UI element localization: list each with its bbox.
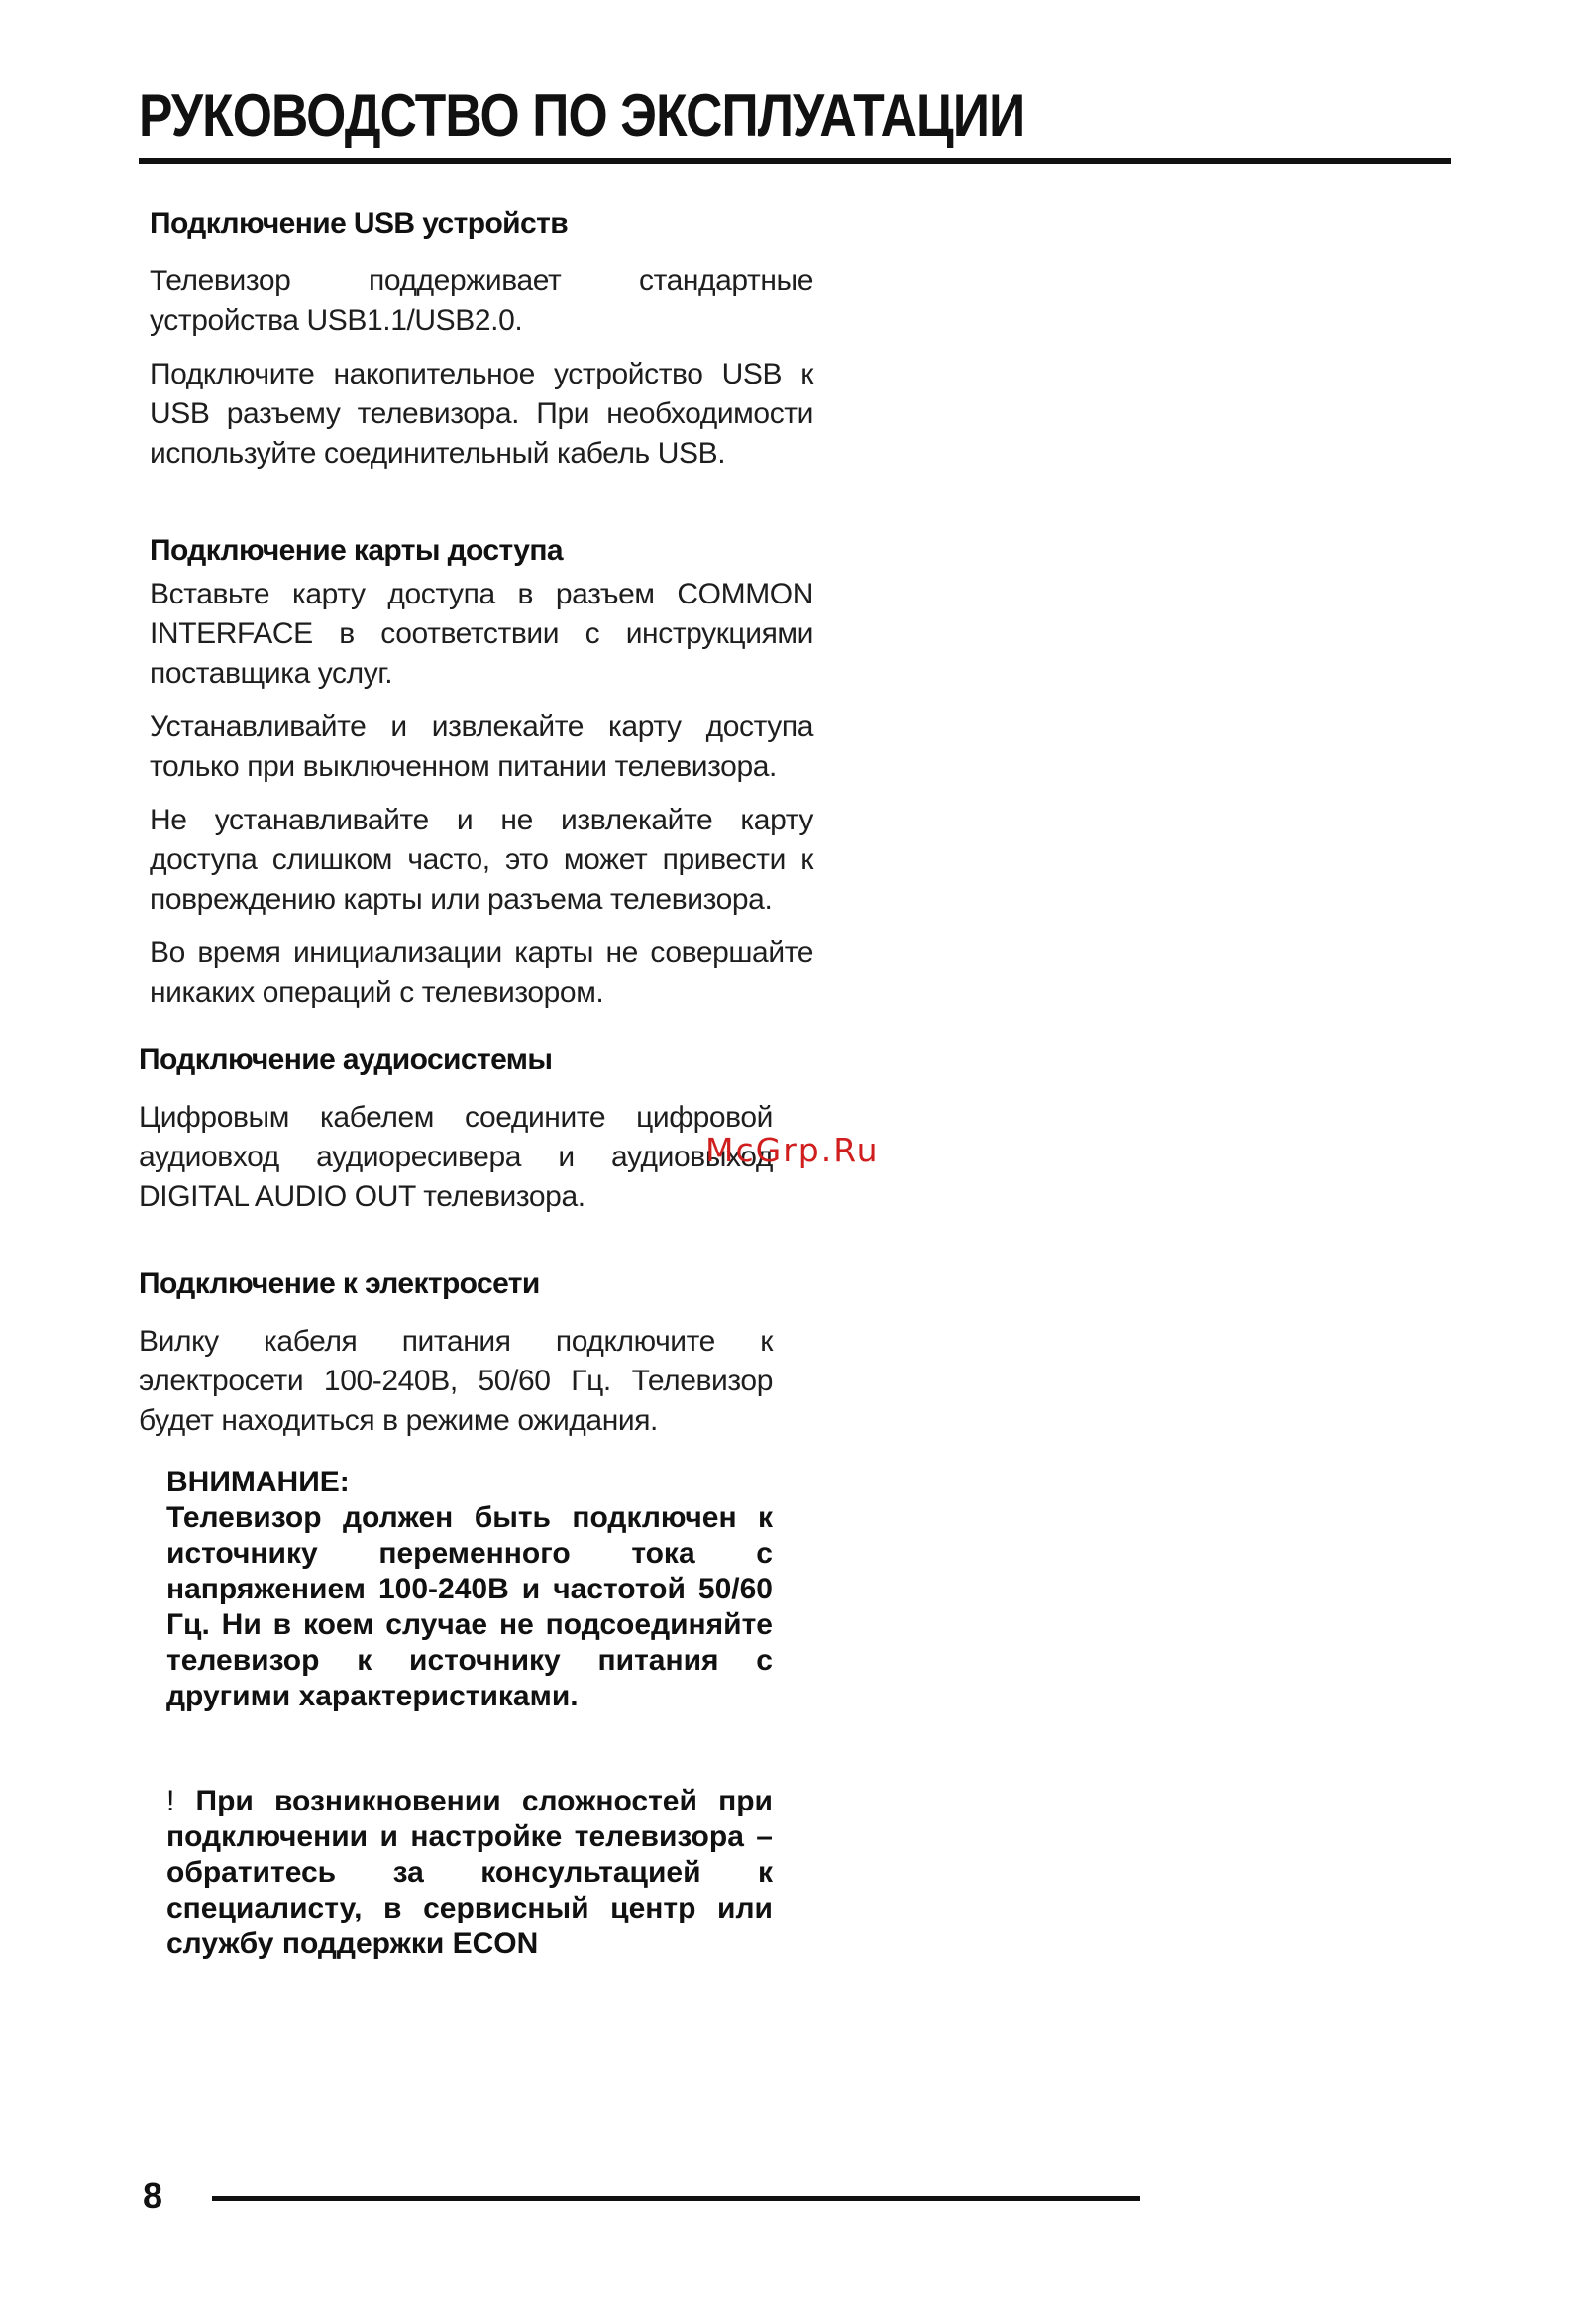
warning-text: Телевизор должен быть подключен к источнику переменного тока с напряжением 100-240В и частотой 50/60 Гц. Ни в коем случае не подсоединяйте телевизор к источнику питания с другими характеристиками. <box>166 1501 773 1712</box>
section-heading-power: Подключение к электросети <box>139 1267 540 1300</box>
paragraph: Подключите накопительное устройство USB к USB разъему телевизора. При необходимости используйте соединительный кабель USB. <box>150 358 813 470</box>
watermark: McGrp.Ru <box>705 1131 880 1169</box>
column-audio-power <box>139 1041 773 1488</box>
section-heading-usb: Подключение USB устройств <box>150 207 569 240</box>
paragraph: Вставьте карту доступа в разъем COMMON INTERFACE в соответствии с инструкциями поставщика услуг. <box>150 578 813 690</box>
paragraph: Устанавливайте и извлекайте карту доступа только при выключенном питании телевизора. <box>150 711 813 783</box>
exclamation-icon: ! <box>166 1785 175 1817</box>
paragraph: Цифровым кабелем соедините цифровой аудиовход аудиоресивера и аудиовыход DIGITAL AUDIO OUT телевизора. <box>139 1101 773 1213</box>
section-heading-audio: Подключение аудиосистемы <box>139 1043 553 1076</box>
warning-block <box>166 1465 773 1714</box>
notice-block <box>166 1784 773 1962</box>
header-divider <box>139 158 1451 164</box>
footer-divider <box>212 2196 1140 2201</box>
column-usb-cam <box>150 204 813 1070</box>
section-heading-access-card: Подключение карты доступа <box>150 534 563 567</box>
section-audio <box>139 1041 773 1217</box>
notice-text: При возникновении сложностей при подключении и настройке телевизора – обратитесь за консультацией к специалисту, в сервисный центр или службу поддержки ECON <box>166 1785 773 1960</box>
section-usb <box>150 204 813 474</box>
paragraph: Телевизор поддерживает стандартные устройства USB1.1/USB2.0. <box>150 265 813 337</box>
page-header <box>139 81 1451 151</box>
warning-heading: ВНИМАНИЕ: <box>166 1466 350 1498</box>
page-title: РУКОВОДСТВО ПО ЭКСПЛУАТАЦИИ <box>139 82 1025 149</box>
page-number: 8 <box>143 2175 163 2216</box>
paragraph: Во время инициализации карты не совершайте никаких операций с телевизором. <box>150 936 813 1009</box>
section-access-card <box>150 531 813 1013</box>
paragraph: Вилку кабеля питания подключите к электросети 100-240В, 50/60 Гц. Телевизор будет находиться в режиме ожидания. <box>139 1325 773 1437</box>
paragraph: Не устанавливайте и не извлекайте карту доступа слишком часто, это может привести к повреждению карты или разъема телевизора. <box>150 804 813 916</box>
section-power <box>139 1264 773 1441</box>
